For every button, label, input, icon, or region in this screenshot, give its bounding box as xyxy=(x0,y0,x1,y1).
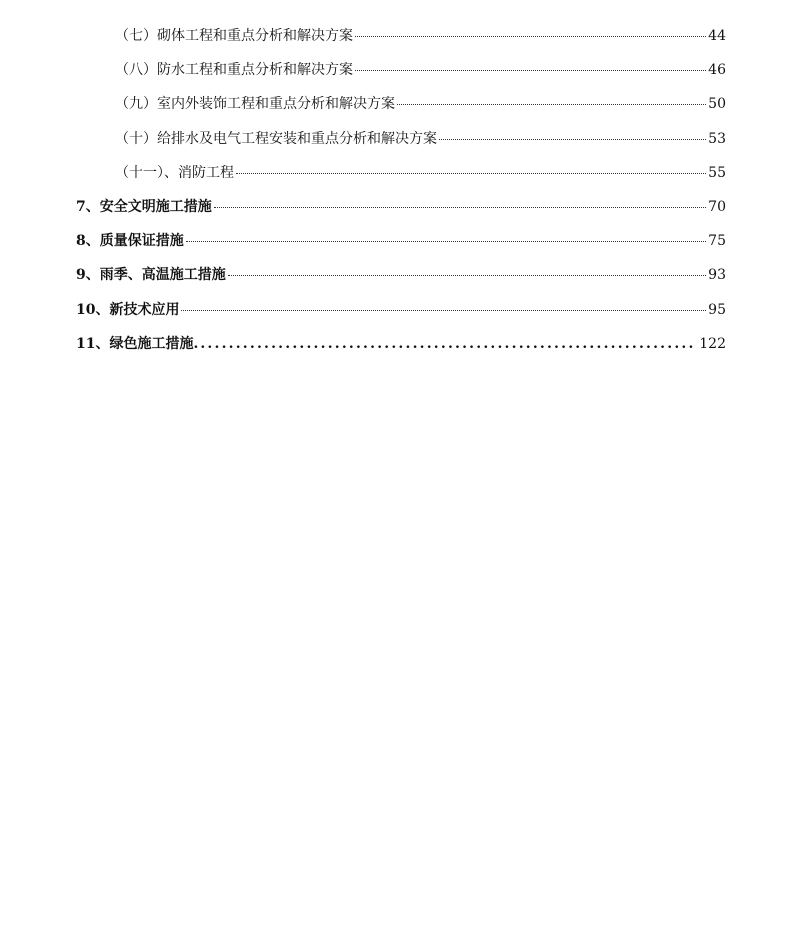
dot-leader xyxy=(200,333,695,355)
toc-entry[interactable] xyxy=(76,128,726,162)
dot-leader xyxy=(236,173,706,174)
toc-entry-label: （十一）、消防工程 xyxy=(115,164,234,181)
dot-leader xyxy=(181,310,706,311)
toc-entry[interactable] xyxy=(76,162,726,196)
toc-entry[interactable] xyxy=(76,230,726,264)
toc-entry-page-number: 46 xyxy=(708,62,726,79)
dot-leader xyxy=(355,36,706,37)
toc-entry-label: 11、绿色施工措施. xyxy=(76,335,199,352)
toc-entry-label: （七）砌体工程和重点分析和解决方案 xyxy=(115,28,353,44)
toc-entry[interactable] xyxy=(76,333,726,367)
toc-entry-label: 8、质量保证措施 xyxy=(76,233,184,250)
toc-entry-label: （十）给排水及电气工程安装和重点分析和解决方案 xyxy=(115,130,437,147)
dot-leader xyxy=(397,104,706,105)
toc-entry[interactable] xyxy=(76,93,726,127)
toc-entry[interactable] xyxy=(76,264,726,298)
toc-entry-page-number: 122 xyxy=(699,335,726,352)
toc-entry-label: 7、安全文明施工措施 xyxy=(76,198,212,215)
toc-entry-label: 10、新技术应用 xyxy=(76,301,180,318)
dot-leader xyxy=(439,139,706,140)
toc-entry-page-number: 55 xyxy=(708,164,726,181)
dot-leader xyxy=(355,70,706,71)
toc-entry-page-number: 95 xyxy=(708,301,726,318)
toc-entry-label: （九）室内外装饰工程和重点分析和解决方案 xyxy=(115,96,395,113)
toc-entry-page-number: 44 xyxy=(708,28,726,44)
toc-entry[interactable] xyxy=(76,59,726,93)
toc-entry[interactable] xyxy=(76,299,726,333)
toc-entry-label: 9、雨季、高温施工措施 xyxy=(76,267,226,284)
toc-entry-page-number: 75 xyxy=(708,233,726,250)
toc-entry[interactable] xyxy=(76,25,726,59)
toc-entry-label: （八）防水工程和重点分析和解决方案 xyxy=(115,62,353,79)
toc-entry-page-number: 50 xyxy=(708,96,726,113)
toc-entry-page-number: 93 xyxy=(708,267,726,284)
dot-leader xyxy=(228,275,706,276)
toc-entry-page-number: 70 xyxy=(708,198,726,215)
table-of-contents xyxy=(76,25,726,367)
toc-entry-page-number: 53 xyxy=(708,130,726,147)
dot-leader xyxy=(214,207,706,208)
dot-leader xyxy=(186,241,706,242)
toc-entry[interactable] xyxy=(76,196,726,230)
